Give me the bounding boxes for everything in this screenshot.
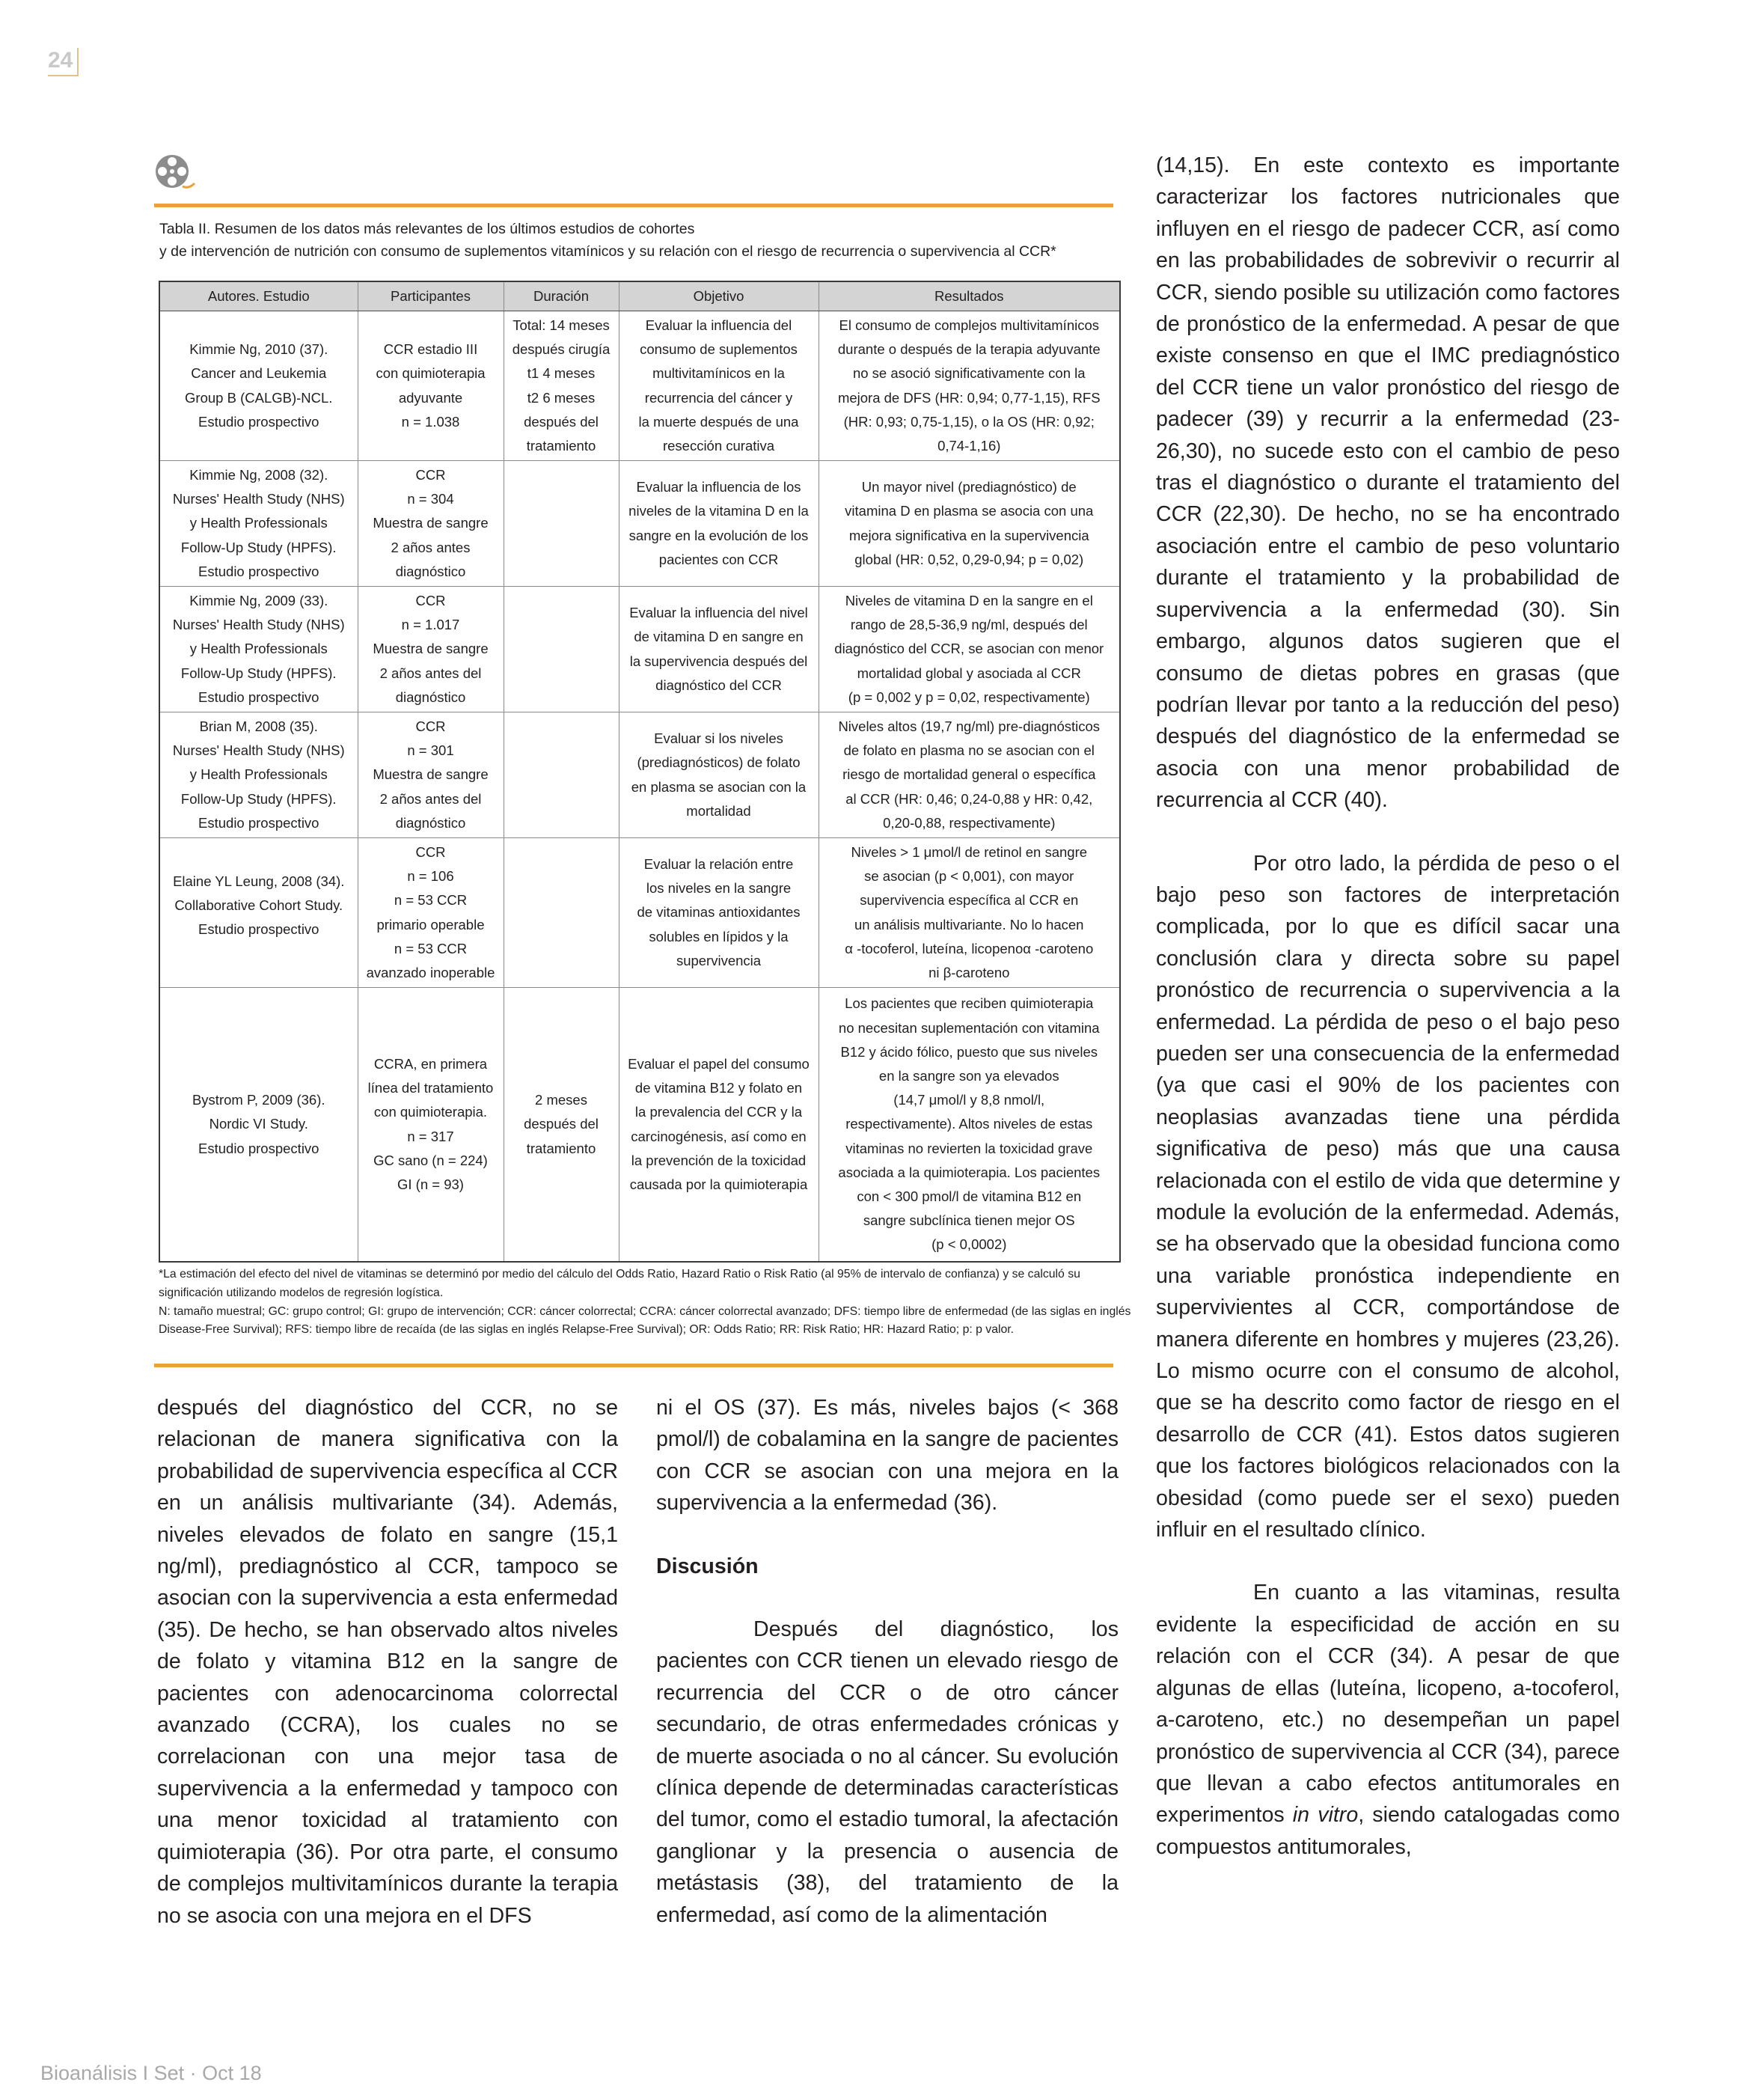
- table-header-row: [160, 282, 1119, 311]
- cell-resultados: Niveles de vitamina D en la sangre en el rango de 28,5-36,9 ng/ml, después del diagnóstico del CCR, se asocian con menor mortalidad global y asociada al CCR (p = 0,002 y p = 0,02, respectivamente): [819, 587, 1119, 712]
- cell-autores: Bystrom P, 2009 (36). Nordic VI Study. Estudio prospectivo: [192, 1092, 325, 1156]
- body-paragraph: ni el OS (37). Es más, niveles bajos (< 368 pmol/l) de cobalamina en la sangre de pacientes con CCR se asocian con una mejora en la supervivencia a la enfermedad (36).: [656, 1396, 1119, 1516]
- cell-objetivo: Evaluar el papel del consumo de vitamina B12 y folato en la prevalencia del CCR y la carcinogénesis, así como en la prevención de la toxicidad causada por la quimioterapia: [619, 988, 819, 1262]
- cell-duracion: Total: 14 meses después cirugía t1 4 meses t2 6 meses después del tratamiento: [504, 311, 619, 461]
- cell-objetivo: Evaluar la relación entre los niveles en la sangre de vitaminas antioxidantes solubles en lípidos y la supervivencia: [619, 838, 819, 988]
- header-objetivo: Objetivo: [619, 282, 819, 311]
- body-column-2: [656, 1392, 1119, 1931]
- cell-duracion: [504, 712, 619, 838]
- body-text: , siendo catalogadas como compuestos antitumorales,: [1156, 1803, 1620, 1859]
- cell-objetivo: Evaluar la influencia del nivel de vitamina D en sangre en la supervivencia después del diagnóstico del CCR: [619, 587, 819, 712]
- body-paragraph: (14,15). En este contexto es importante caracterizar los factores nutricionales que influyen en el riesgo de padecer CCR, así como en las probabilidades de sobrevivir o recurrir al CCR, siendo posible su utilización como factores de pronóstico de la enfermedad. A pesar de que existe consenso en que el IMC prediagnóstico del CCR tiene un valor pronóstico del riesgo de padecer (39) y recurrir a la enfermedad (23-26,30), no sucede esto con el cambio de peso tras el diagnóstico o durante el tratamiento del CCR (22,30). De hecho, no se ha encontrado asociación entre el cambio de peso voluntario durante el tratamiento y la probabilidad de supervivencia a la enfermedad (30). Sin embargo, algunos datos sugieren que el consumo de dietas pobres en grasas (que podrían llevar por tanto a la reducción del peso) después del diagnóstico de la enfermedad se asocia con una menor probabilidad de recurrencia al CCR (40).: [1156, 153, 1620, 813]
- section-heading-discusion: Discusión: [656, 1554, 759, 1578]
- cohort-studies-table: [159, 281, 1121, 1263]
- body-paragraph: Después del diagnóstico, los pacientes con CCR tienen un elevado riesgo de recurrencia del CCR o de otro cáncer secundario, de otras enfermedades crónicas y de muerte asociada o no al cáncer. Su evolución clínica depende de determinadas características del tumor, como el estadio tumoral, la afectación ganglionar y la presencia o ausencia de metástasis (38), del tratamiento de la enfermedad, así como de la alimentación: [656, 1617, 1119, 1927]
- italic-term: in vitro: [1292, 1803, 1359, 1828]
- body-paragraph: Por otro lado, la pérdida de peso o el bajo peso son factores de interpretación complicada, por lo que es difícil sacar una conclusión clara y directa sobre su papel pronóstico de recurrencia o supervivencia a la enfermedad. La pérdida de peso o el bajo peso pueden ser una consecuencia de la enfermedad (ya que casi el 90% de los pacientes con neoplasias avanzadas tiene una pérdida significativa de peso) más que una causa relacionada con el estilo de vida que determine y module la evolución de la enfermedad. Además, se ha observado que la obesidad funciona como una variable pronóstica independiente en supervivientes al CCR, comportándose de manera diferente en hombres y mujeres (23,26). Lo mismo ocurre con el consumo de alcohol, que se ha descrito como factor de riesgo en el desarrollo de CCR (41). Estos datos sugieren que los factores biológicos relacionados con la obesidad (como puede ser el sexo) pueden influir en el resultado clínico.: [1156, 851, 1620, 1542]
- cell-resultados: El consumo de complejos multivitamínicos durante o después de la terapia adyuvante no se asoció significativamente con la mejora de DFS (HR: 0,94; 0,77-1,15), RFS (HR: 0,93; 0,75-1,15), o la OS (HR: 0,92; 0,74-1,16): [819, 311, 1119, 461]
- body-column-3: [1156, 150, 1620, 1863]
- page-number: 24: [48, 48, 79, 76]
- body-paragraph: después del diagnóstico del CCR, no se relacionan de manera significativa con la probabilidad de supervivencia específica al CCR en un análisis multivariante (34). Además, niveles elevados de folato en sangre (15,1 ng/ml), prediagnóstico al CCR, tampoco se asocian con la supervivencia a esta enfermedad (35). De hecho, se han observado altos niveles de folato y vitamina B12 en la sangre de pacientes con adenocarcinoma colorrectal avanzado (CCRA), los cuales no se correlacionan con una mejor tasa de supervivencia a la enfermedad y tampoco con una menor toxicidad al tratamiento con quimioterapia (36). Por otra parte, el consumo de complejos multivitamínicos durante la terapia no se asocia con una mejora en el DFS: [157, 1396, 618, 1928]
- cell-participantes: CCRA, en primera línea del tratamiento con quimioterapia. n = 317 GC sano (n = 224) GI (n = 93): [358, 988, 504, 1262]
- table-notes: [159, 1266, 1131, 1340]
- caption-line-2: y de intervención de nutrición con consumo de suplementos vitamínicos y su relación con el riesgo de recurrencia o supervivencia al CCR*: [159, 243, 1056, 260]
- cell-objetivo: Evaluar la influencia de los niveles de la vitamina D en la sangre en la evolución de los pacientes con CCR: [619, 461, 819, 587]
- body-paragraph: [1156, 1577, 1620, 1863]
- cell-objetivo: Evaluar la influencia del consumo de suplementos multivitamínicos en la recurrencia del cáncer y la muerte después de una resección curativa: [619, 311, 819, 461]
- cell-duracion: [504, 587, 619, 712]
- cell-duracion: [504, 838, 619, 988]
- table-row: [160, 587, 1119, 712]
- table-row: [160, 461, 1119, 587]
- cell-resultados: Niveles altos (19,7 ng/ml) pre-diagnósticos de folato en plasma no se asocian con el riesgo de mortalidad general o específica al CCR (HR: 0,46; 0,24-0,88 y HR: 0,42, 0,20-0,88, respectivamente): [819, 712, 1119, 838]
- header-autores: Autores. Estudio: [160, 282, 358, 311]
- cell-participantes: CCR n = 106 n = 53 CCR primario operable n = 53 CCR avanzado inoperable: [358, 838, 504, 988]
- cell-duracion: [504, 461, 619, 587]
- header-resultados: Resultados: [819, 282, 1119, 311]
- table-note-estimation: *La estimación del efecto del nivel de vitaminas se determinó por medio del cálculo del Odds Ratio, Hazard Ratio o Risk Ratio (al 95% de intervalo de confianza) y se calculó su significación utilizando modelos de regresión logística.: [159, 1268, 1080, 1299]
- cell-participantes: CCR n = 301 Muestra de sangre 2 años antes del diagnóstico: [358, 712, 504, 838]
- cell-participantes: CCR n = 1.017 Muestra de sangre 2 años antes del diagnóstico: [358, 587, 504, 712]
- page-footer: Bioanálisis I Set · Oct 18: [40, 2062, 262, 2084]
- table-caption: [159, 218, 1125, 263]
- cell-duracion: 2 meses después del tratamiento: [504, 988, 619, 1262]
- cell-resultados: Niveles > 1 μmol/l de retinol en sangre se asocian (p < 0,001), con mayor supervivencia específica al CCR en un análisis multivariante. No lo hacen α -tocoferol, luteína, licopenoα -caroteno ni β-caroteno: [819, 838, 1119, 988]
- header-duracion: Duración: [504, 282, 619, 311]
- table-row: [160, 988, 1119, 1262]
- cell-resultados: Un mayor nivel (prediagnóstico) de vitamina D en plasma se asocia con una mejora significativa en la supervivencia global (HR: 0,52, 0,29-0,94; p = 0,02): [819, 461, 1119, 587]
- cell-participantes: CCR n = 304 Muestra de sangre 2 años antes diagnóstico: [358, 461, 504, 587]
- cell-participantes: CCR estadio III con quimioterapia adyuvante n = 1.038: [358, 311, 504, 461]
- film-reel-icon: [154, 153, 196, 191]
- table-note-abbreviations: N: tamaño muestral; GC: grupo control; GI: grupo de intervención; CCR: cáncer colorrectal; CCRA: cáncer colorrectal avanzado; DFS: tiempo libre de enfermedad (de las siglas en inglés Disease-Free Survival); RFS: tiempo libre de recaída (de las siglas en inglés Relapse-Free Survival); OR: Odds Ratio; RR: Risk Ratio; HR: Hazard Ratio; p: p valor.: [159, 1304, 1131, 1337]
- body-column-1: [157, 1392, 618, 1932]
- header-participantes: Participantes: [358, 282, 504, 311]
- caption-line-1: Tabla II. Resumen de los datos más relevantes de los últimos estudios de cohortes: [159, 221, 695, 237]
- cell-autores: Kimmie Ng, 2010 (37). Cancer and Leukemia Group B (CALGB)-NCL. Estudio prospectivo: [160, 311, 358, 461]
- table-bottom-rule: [154, 1364, 1113, 1367]
- cell-autores: Brian M, 2008 (35). Nurses' Health Study (NHS) y Health Professionals Follow-Up Study (HPFS). Estudio prospectivo: [160, 712, 358, 838]
- table-row: [160, 311, 1119, 461]
- body-text: En cuanto a las vitaminas, resulta evidente la especificidad de acción en su relación con el CCR (34). A pesar de que algunas de ellas (luteína, licopeno, a-tocoferol, a-caroteno, etc.) no desempeñan un papel pronóstico de supervivencia al CCR (34), parece que llevan a cabo efectos antitumorales en experimentos: [1156, 1581, 1620, 1828]
- cell-objetivo: Evaluar si los niveles (prediagnósticos) de folato en plasma se asocian con la mortalidad: [619, 712, 819, 838]
- table-row: [160, 712, 1119, 838]
- cell-autores: Kimmie Ng, 2008 (32). Nurses' Health Study (NHS) y Health Professionals Follow-Up Study (HPFS). Estudio prospectivo: [160, 461, 358, 587]
- cell-autores: Elaine YL Leung, 2008 (34). Collaborative Cohort Study. Estudio prospectivo: [160, 838, 358, 988]
- table-top-rule: [154, 204, 1113, 207]
- cell-resultados: Los pacientes que reciben quimioterapia no necesitan suplementación con vitamina B12 y ácido fólico, puesto que sus niveles en la sangre son ya elevados (14,7 μmol/l y 8,8 nmol/l, respectivamente). Altos niveles de estas vitaminas no revierten la toxicidad grave asociada a la quimioterapia. Los pacientes con < 300 pmol/l de vitamina B12 en sangre subclínica tienen mejor OS (p < 0,0002): [819, 988, 1119, 1262]
- table-row: [160, 838, 1119, 988]
- cell-autores: Kimmie Ng, 2009 (33). Nurses' Health Study (NHS) y Health Professionals Follow-Up Study (HPFS). Estudio prospectivo: [160, 587, 358, 712]
